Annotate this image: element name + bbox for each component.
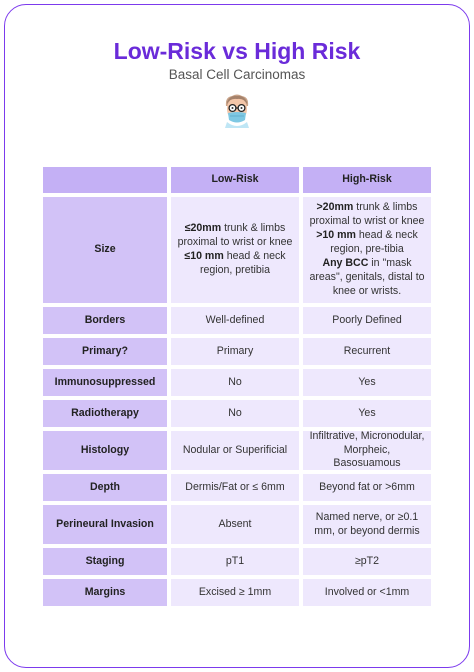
cell-depth-high: Beyond fat or >6mm xyxy=(303,474,431,501)
size-high-text-1: trunk & limbs proximal to wrist or knee xyxy=(309,201,425,228)
risk-table xyxy=(43,167,431,606)
row-label-immunosuppressed: Immunosuppressed xyxy=(43,369,167,396)
cell-size-high xyxy=(303,197,431,303)
size-high-bold-1: >20mm xyxy=(316,201,354,214)
size-high-text-3: in "mask areas", genitals, distal to knee or wrists. xyxy=(309,256,425,297)
row-label-staging: Staging xyxy=(43,548,167,575)
size-high-bold-3: Any BCC xyxy=(322,256,369,269)
cell-histology-low: Nodular or Superificial xyxy=(171,431,299,470)
size-high-text-2: head & neck region, pre-tibia xyxy=(330,229,418,256)
row-label-primary: Primary? xyxy=(43,338,167,365)
cell-immunosuppressed-high: Yes xyxy=(303,369,431,396)
cell-radiotherapy-high: Yes xyxy=(303,400,431,427)
row-label-borders: Borders xyxy=(43,307,167,334)
cell-perineural-low: Absent xyxy=(171,505,299,544)
header-cell-low-risk: Low-Risk xyxy=(171,167,299,193)
cell-margins-high: Involved or <1mm xyxy=(303,579,431,606)
cell-staging-high: ≥pT2 xyxy=(303,548,431,575)
row-label-perineural-invasion: Perineural Invasion xyxy=(43,505,167,544)
header-cell-high-risk: High-Risk xyxy=(303,167,431,193)
cell-borders-high: Poorly Defined xyxy=(303,307,431,334)
page-subtitle: Basal Cell Carcinomas xyxy=(168,67,306,82)
cell-depth-low: Dermis/Fat or ≤ 6mm xyxy=(171,474,299,501)
cell-perineural-high: Named nerve, or ≥0.1 mm, or beyond dermis xyxy=(303,505,431,544)
cell-size-low xyxy=(171,197,299,303)
cell-borders-low: Well-defined xyxy=(171,307,299,334)
page-title: Low-Risk vs High Risk xyxy=(113,38,361,64)
cell-immunosuppressed-low: No xyxy=(171,369,299,396)
cell-radiotherapy-low: No xyxy=(171,400,299,427)
doctor-avatar-icon xyxy=(222,94,252,128)
row-label-size: Size xyxy=(43,197,167,303)
row-label-radiotherapy: Radiotherapy xyxy=(43,400,167,427)
cell-primary-high: Recurrent xyxy=(303,338,431,365)
cell-histology-high: Infiltrative, Micronodular, Morpheic, Basosuamous xyxy=(303,431,431,470)
cell-margins-low: Excised ≥ 1mm xyxy=(171,579,299,606)
cell-staging-low: pT1 xyxy=(171,548,299,575)
size-high-bold-2: >10 mm xyxy=(316,229,356,242)
row-label-margins: Margins xyxy=(43,579,167,606)
size-low-bold-2: ≤10 mm xyxy=(184,250,224,262)
size-low-text-2: head & neck region, pretibia xyxy=(199,250,286,276)
row-label-depth: Depth xyxy=(43,474,167,501)
size-low-bold-1: ≤20mm xyxy=(184,222,222,235)
cell-primary-low: Primary xyxy=(171,338,299,365)
row-label-histology: Histology xyxy=(43,431,167,470)
size-low-text-1: trunk & limbs proximal to wrist or knee xyxy=(177,222,293,249)
header-cell-empty xyxy=(43,167,167,193)
